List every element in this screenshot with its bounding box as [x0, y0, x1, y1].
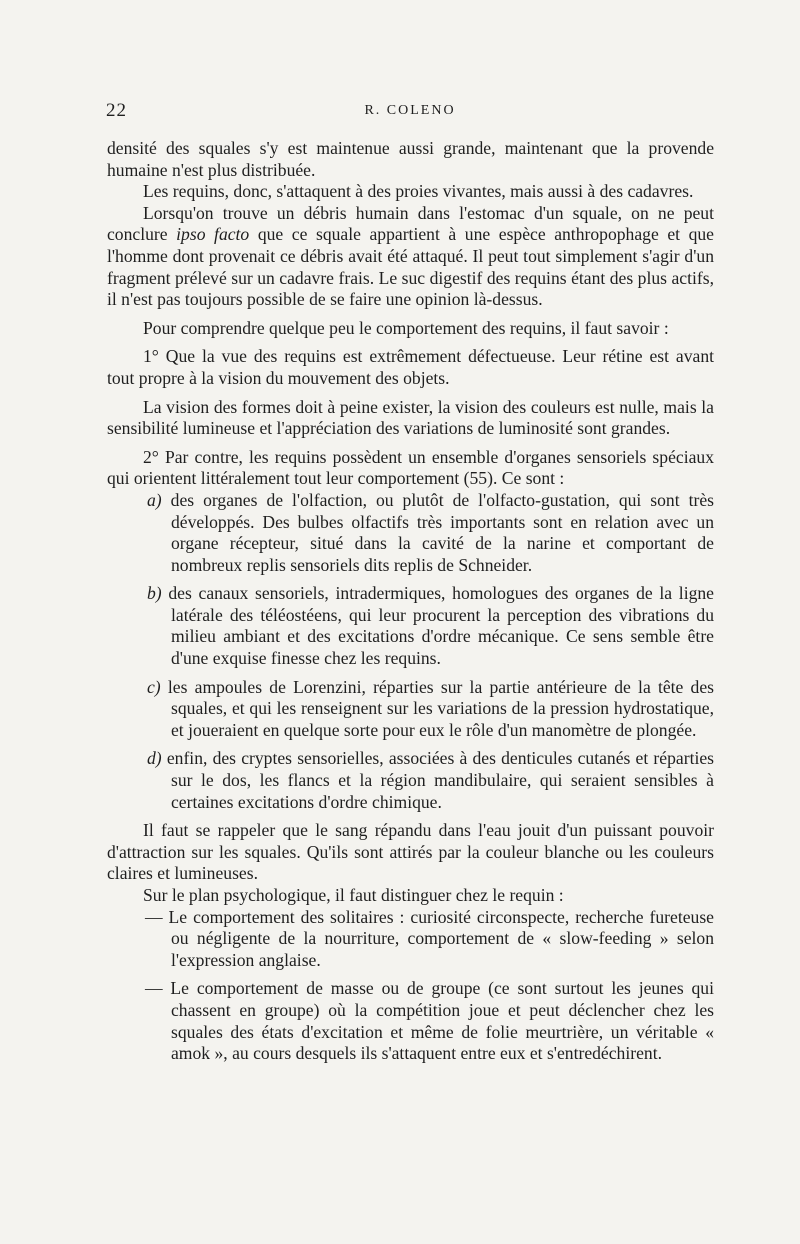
list-item-text: des canaux sensoriels, intradermiques, homologues des organes de la ligne latérale des téléostéens, qui leur procurent la perception des vibrations du milieu ambiant et des excitations d'ordre mécanique. Ce sens semble être d'une exquise finesse chez les requins. — [168, 583, 714, 669]
paragraph-9: Sur le plan psychologique, il faut distinguer chez le requin : — [143, 885, 564, 905]
list-item-b — [107, 583, 714, 669]
list-item-a — [107, 490, 714, 576]
paragraph-7: 2° Par contre, les requins possèdent un ensemble d'organes sensoriels spéciaux qui orientent littéralement tout leur comportement (55). Ce sont : — [107, 446, 714, 489]
list-item-text: enfin, des cryptes sensorielles, associées à des denticules cutanés et réparties sur le dos, les flancs et la région mandibulaire, qui seraient sensibles à certaines excitations d'ordre chimique. — [166, 748, 714, 812]
list-item-text: des organes de l'olfaction, ou plutôt de l'olfacto-gustation, qui sont très développés. Des bulbes olfactifs très importants sont en relation avec un organe récepteur, situé dans la cavité de la narine et comportant de nombreux replis sensoriels dits replis de Schneider. — [170, 489, 714, 575]
paragraph-3-italic: ipso facto — [176, 224, 250, 245]
list-item-label: c) — [147, 676, 161, 697]
paragraph-3 — [107, 203, 714, 311]
list-item-text: les ampoules de Lorenzini, réparties sur la partie antérieure de la tête des squales, et qui les renseignent sur les variations de la pression hydrostatique, et joueraient en quelque sorte pour eux le rôle d'un manomètre de plongée. — [167, 676, 715, 740]
paragraph-2: Les requins, donc, s'attaquent à des proies vivantes, mais aussi à des cadavres. — [143, 181, 694, 202]
page-header — [106, 100, 714, 124]
list-item-label: a) — [147, 489, 162, 510]
list-item-label: b) — [147, 583, 162, 604]
paragraph-1: densité des squales s'y est maintenue aussi grande, maintenant que la provende humaine n'est plus distribuée. — [107, 138, 714, 180]
paragraph-8: Il faut se rappeler que le sang répandu dans l'eau jouit d'un puissant pouvoir d'attraction sur les squales. Qu'ils sont attirés par la couleur blanche ou les couleurs claires et lumineuses. — [107, 820, 714, 884]
dash-item-2: — Le comportement de masse ou de groupe (ce sont surtout les jeunes qui chassent en groupe) où la compétition joue et peut déclencher chez les squales des états d'excitation et même de folie meurtrière, un véritable « amok », au cours desquels ils s'attaquent entre eux et s'entredéchirent. — [145, 978, 714, 1064]
running-head: R. COLENO — [364, 103, 456, 118]
list-item-label: d) — [147, 748, 162, 769]
list-item-d — [107, 748, 714, 813]
page-body — [107, 138, 714, 1065]
list-item-c — [107, 677, 714, 742]
paragraph-3-end: que ce squale appartient à une espèce anthropophage et que l'homme dont provenait ce débris avait été attaqué. Il peut tout simplement s'agir d'un fragment prélevé sur un cadavre frais. Le suc digestif des requins étant des plus actifs, il n'est pas toujours possible de se faire une opinion là-dessus. — [107, 224, 714, 310]
dash-item-1: — Le comportement des solitaires : curiosité circonspecte, recherche fureteuse ou négligente de la nourriture, comportement de « slow-feeding » selon l'expression anglaise. — [145, 906, 714, 970]
paragraph-6: La vision des formes doit à peine exister, la vision des couleurs est nulle, mais la sensibilité lumineuse et l'appréciation des variations de luminosité sont grandes. — [107, 396, 714, 439]
paragraph-5: 1° Que la vue des requins est extrêmement défectueuse. Leur rétine est avant tout propre à la vision du mouvement des objets. — [107, 346, 714, 388]
paragraph-3-start: Lorsqu'on trouve un débris humain dans l'estomac d'un squale, on ne peut conclure — [107, 202, 714, 245]
page-number: 22 — [106, 100, 127, 121]
paragraph-4: Pour comprendre quelque peu le comportement des requins, il faut savoir : — [143, 317, 669, 338]
